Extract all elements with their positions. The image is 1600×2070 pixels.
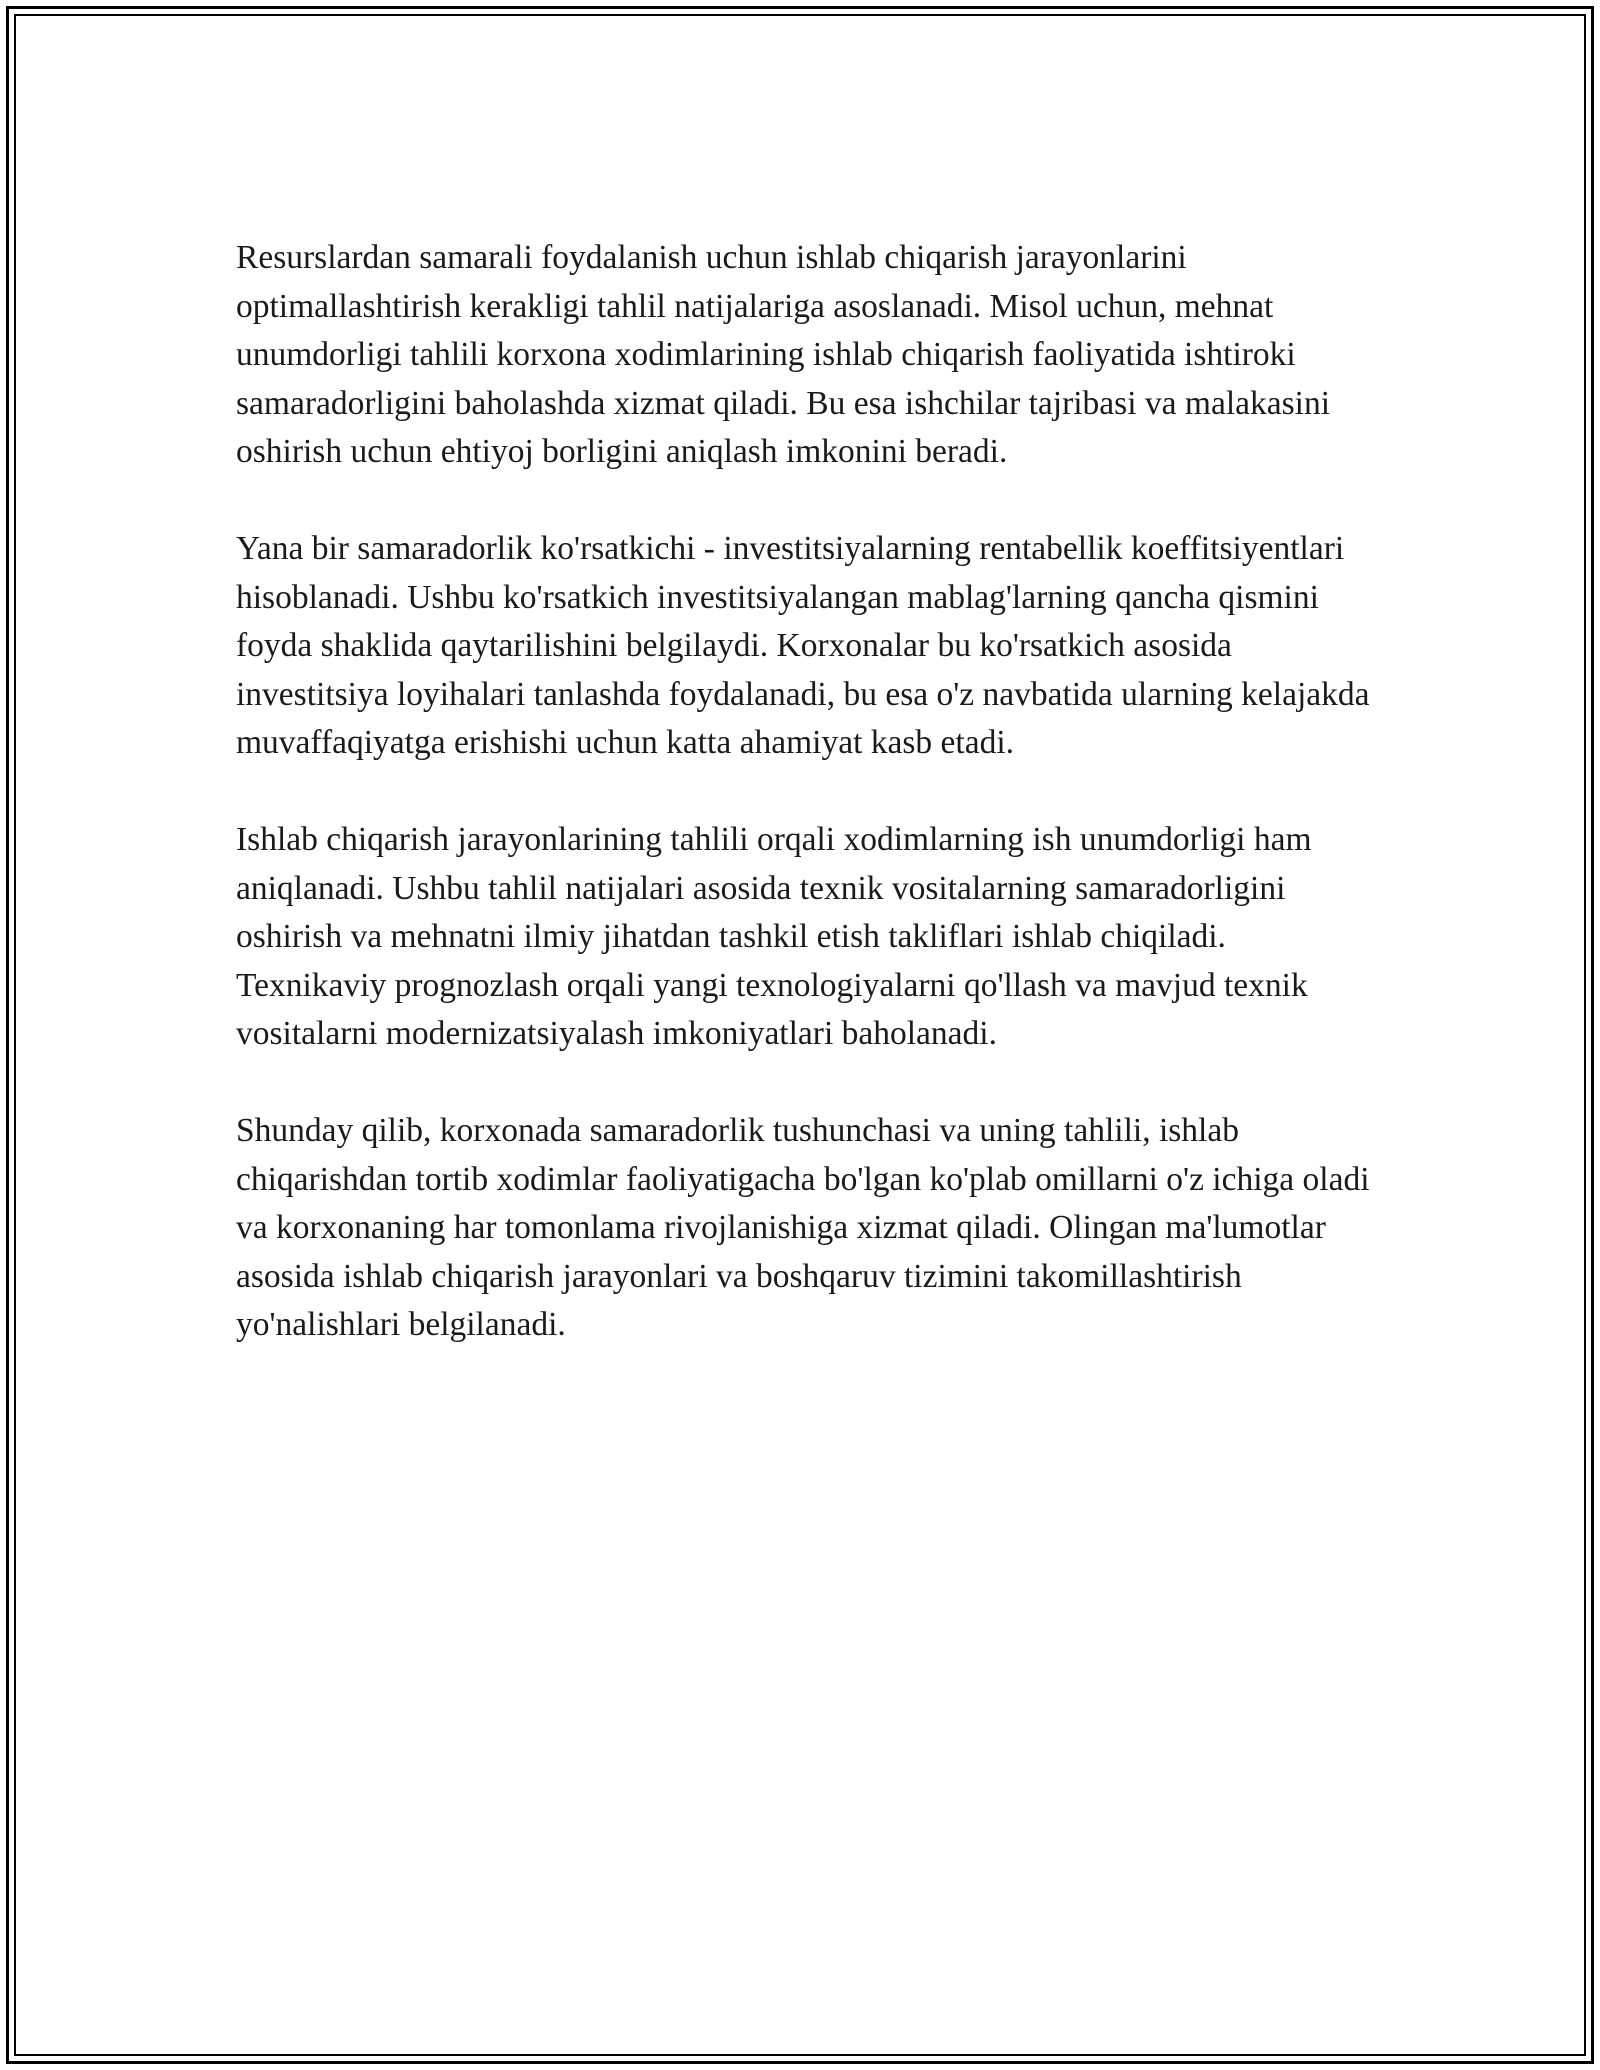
paragraph-2: Yana bir samaradorlik ko'rsatkichi - investitsiyalarning rentabellik koeffitsiyentlari hisoblanadi. Ushbu ko'rsatkich investitsiyalangan mablag'larning qancha qismini foyda shaklida qaytarilishini belgilaydi. Korxonalar bu ko'rsatkich asosida investitsiya loyihalari tanlashda foydalanadi, bu esa o'z navbatida ularning kelajakda muvaffaqiyatga erishishi uchun katta ahamiyat kasb etadi. — [236, 530, 1370, 761]
document-body — [236, 234, 1376, 1398]
paragraph-3: Ishlab chiqarish jarayonlarining tahlili orqali xodimlarning ish unumdorligi ham aniqlanadi. Ushbu tahlil natijalari asosida texnik vositalarning samaradorligini oshirish va mehnatni ilmiy jihatdan tashkil etish takliflari ishlab chiqiladi. Texnikaviy prognozlash orqali yangi texnologiyalarni qo'llash va mavjud texnik vositalarni modernizatsiyalash imkoniyatlari baholanadi. — [236, 821, 1312, 1052]
paragraph-4: Shunday qilib, korxonada samaradorlik tushunchasi va uning tahlili, ishlab chiqarishdan tortib xodimlar faoliyatigacha bo'lgan ko'plab omillarni o'z ichiga oladi va korxonaning har tomonlama rivojlanishiga xizmat qiladi. Olingan ma'lumotlar asosida ishlab chiqarish jarayonlari va boshqaruv tizimini takomillashtirish yo'nalishlari belgilanadi. — [236, 1112, 1370, 1343]
paragraph-1: Resurslardan samarali foydalanish uchun ishlab chiqarish jarayonlarini optimallashtirish kerakligi tahlil natijalariga asoslanadi. Misol uchun, mehnat unumdorligi tahlili korxona xodimlarining ishlab chiqarish faoliyatida ishtiroki samaradorligini baholashda xizmat qiladi. Bu esa ishchilar tajribasi va malakasini oshirish uchun ehtiyoj borligini aniqlash imkonini beradi. — [236, 239, 1331, 470]
